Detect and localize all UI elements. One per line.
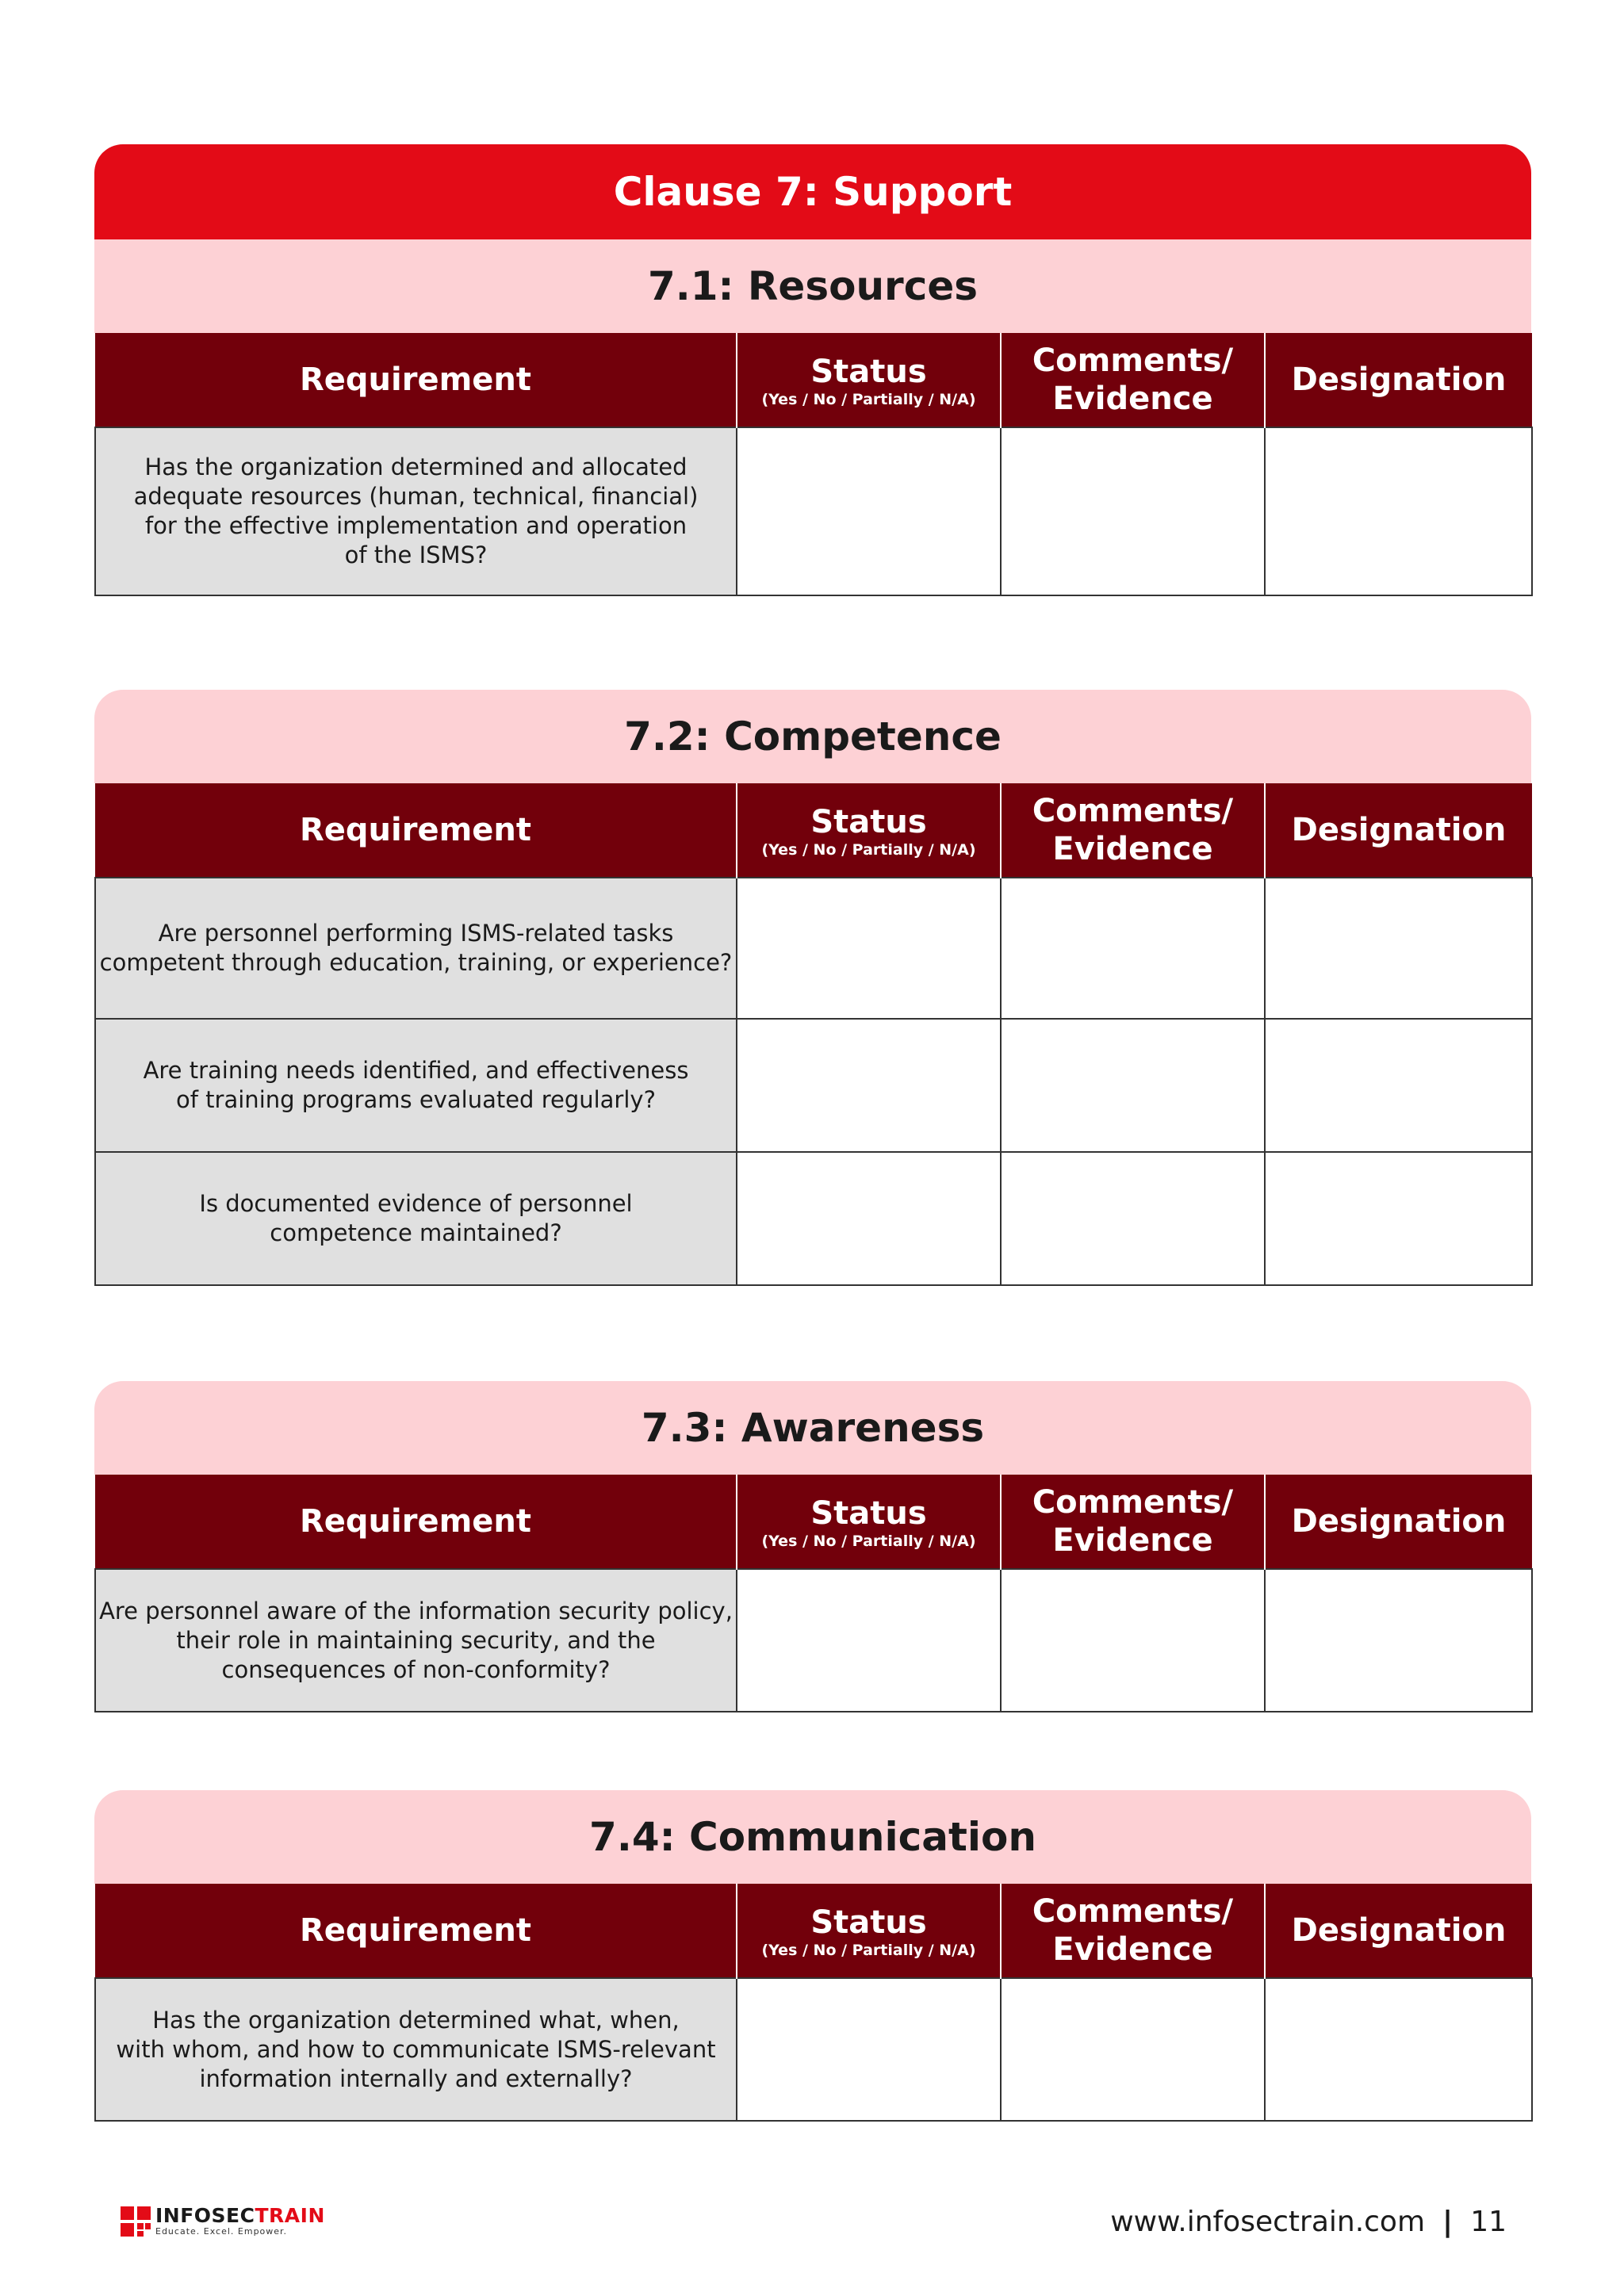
status-options: (Yes / No / Partially / N/A) xyxy=(761,390,976,408)
comments-cell[interactable] xyxy=(1001,878,1265,1019)
designation-header: Designation xyxy=(1265,333,1532,427)
status-cell[interactable] xyxy=(737,1152,1001,1285)
requirement-cell: Are personnel aware of the information security policy, their role in maintaining security, and the consequences of non-conformity? xyxy=(95,1569,737,1712)
comments-cell[interactable] xyxy=(1001,1978,1265,2121)
requirement-header: Requirement xyxy=(95,783,737,878)
table-row xyxy=(95,878,1532,1019)
comments-header: Comments/ Evidence xyxy=(1001,1884,1265,1978)
requirement-cell: Are training needs identified, and effectiveness of training programs evaluated regularly? xyxy=(95,1019,737,1152)
logo-tagline: Educate. Excel. Empower. xyxy=(155,2226,288,2237)
table-row xyxy=(95,427,1532,595)
section-competence xyxy=(94,690,1531,1286)
comments-cell[interactable] xyxy=(1001,1569,1265,1712)
designation-cell[interactable] xyxy=(1265,1019,1532,1152)
footer-separator: | xyxy=(1442,2206,1454,2238)
requirement-cell: Are personnel performing ISMS-related tasks competent through education, training, or experience? xyxy=(95,878,737,1019)
designation-cell[interactable] xyxy=(1265,878,1532,1019)
comments-header: Comments/ Evidence xyxy=(1001,783,1265,878)
page-number: 11 xyxy=(1470,2206,1507,2238)
status-cell[interactable] xyxy=(737,878,1001,1019)
comments-header: Comments/ Evidence xyxy=(1001,333,1265,427)
section-title: 7.2: Competence xyxy=(94,690,1531,783)
requirements-table xyxy=(94,1884,1533,2122)
status-cell[interactable] xyxy=(737,1019,1001,1152)
requirements-table xyxy=(94,333,1533,596)
table-header-row xyxy=(95,783,1532,878)
page-footer xyxy=(1110,2206,1507,2238)
status-cell[interactable] xyxy=(737,1978,1001,2121)
table-row xyxy=(95,1978,1532,2121)
requirement-header: Requirement xyxy=(95,1475,737,1569)
table-row xyxy=(95,1569,1532,1712)
section-awareness xyxy=(94,1381,1531,1712)
designation-cell[interactable] xyxy=(1265,1569,1532,1712)
status-header: Status (Yes / No / Partially / N/A) xyxy=(737,783,1001,878)
section-title: 7.4: Communication xyxy=(94,1790,1531,1884)
company-logo xyxy=(121,2206,325,2237)
status-cell[interactable] xyxy=(737,1569,1001,1712)
designation-header: Designation xyxy=(1265,1884,1532,1978)
table-row xyxy=(95,1152,1532,1285)
status-header: Status (Yes / No / Partially / N/A) xyxy=(737,1475,1001,1569)
section-title: 7.1: Resources xyxy=(94,239,1531,333)
designation-cell[interactable] xyxy=(1265,1978,1532,2121)
requirement-cell: Is documented evidence of personnel competence maintained? xyxy=(95,1152,737,1285)
website-link[interactable]: www.infosectrain.com xyxy=(1110,2206,1426,2238)
status-header: Status (Yes / No / Partially / N/A) xyxy=(737,1884,1001,1978)
designation-header: Designation xyxy=(1265,783,1532,878)
status-header: Status (Yes / No / Partially / N/A) xyxy=(737,333,1001,427)
requirements-table xyxy=(94,1475,1533,1712)
section-resources xyxy=(94,144,1531,596)
status-options: (Yes / No / Partially / N/A) xyxy=(761,1941,976,1959)
section-communication xyxy=(94,1790,1531,2122)
logo-wordmark: INFOSECTRAIN xyxy=(155,2204,325,2227)
requirement-header: Requirement xyxy=(95,1884,737,1978)
comments-cell[interactable] xyxy=(1001,427,1265,595)
clause-title: Clause 7: Support xyxy=(94,144,1531,239)
comments-cell[interactable] xyxy=(1001,1019,1265,1152)
section-title: 7.3: Awareness xyxy=(94,1381,1531,1475)
table-header-row xyxy=(95,1884,1532,1978)
table-header-row xyxy=(95,1475,1532,1569)
status-options: (Yes / No / Partially / N/A) xyxy=(761,840,976,859)
table-header-row xyxy=(95,333,1532,427)
status-options: (Yes / No / Partially / N/A) xyxy=(761,1532,976,1550)
status-cell[interactable] xyxy=(737,427,1001,595)
logo-grid-icon xyxy=(121,2206,151,2237)
designation-header: Designation xyxy=(1265,1475,1532,1569)
designation-cell[interactable] xyxy=(1265,1152,1532,1285)
table-row xyxy=(95,1019,1532,1152)
comments-header: Comments/ Evidence xyxy=(1001,1475,1265,1569)
designation-cell[interactable] xyxy=(1265,427,1532,595)
comments-cell[interactable] xyxy=(1001,1152,1265,1285)
requirement-cell: Has the organization determined what, when, with whom, and how to communicate ISMS-relevant information internally and externally? xyxy=(95,1978,737,2121)
requirement-header: Requirement xyxy=(95,333,737,427)
requirements-table xyxy=(94,783,1533,1286)
requirement-cell: Has the organization determined and allocated adequate resources (human, technical, financial) for the effective implementation and operation of the ISMS? xyxy=(95,427,737,595)
